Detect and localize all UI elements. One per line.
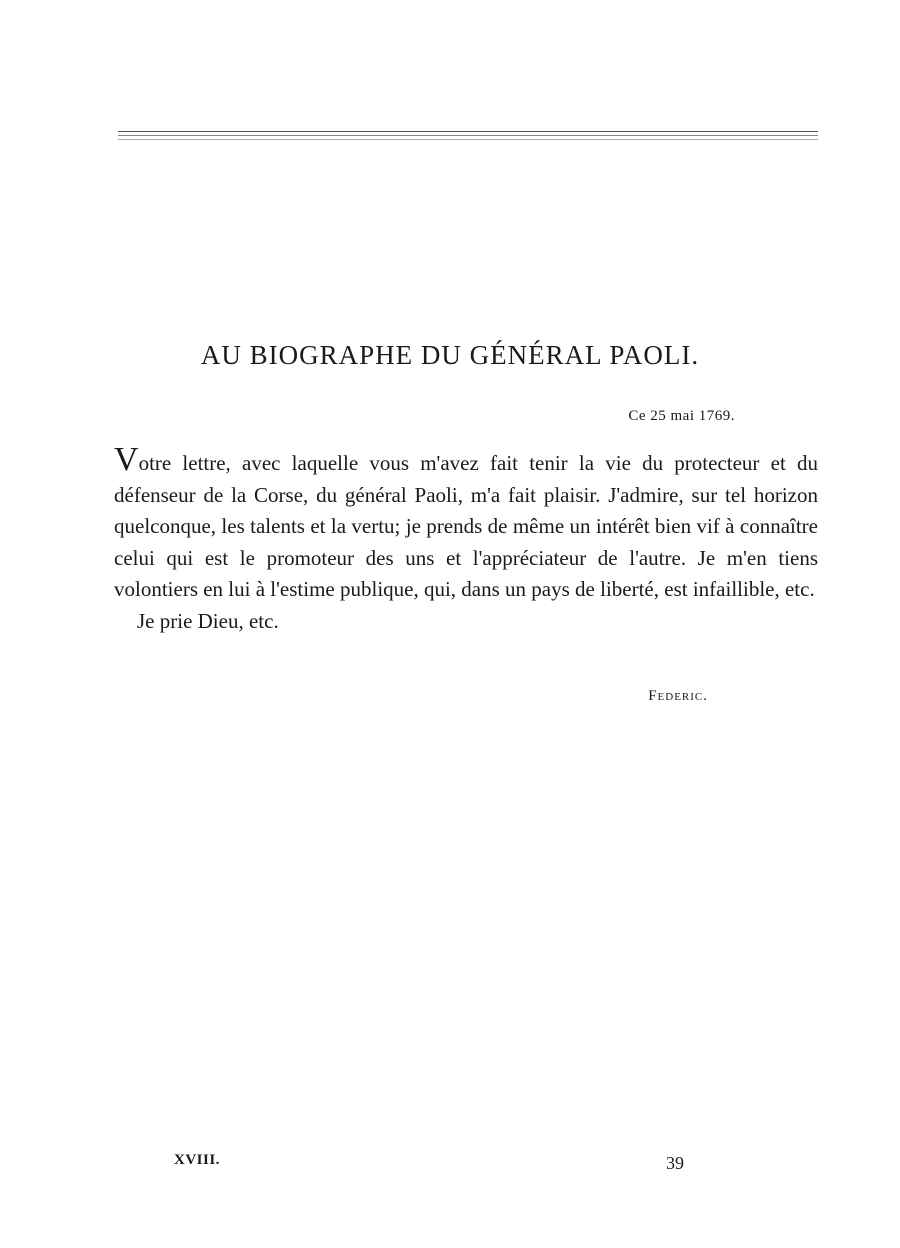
dateline: Ce 25 mai 1769. <box>628 408 735 424</box>
signature-mark: XVIII. <box>174 1152 220 1168</box>
paragraph-text: otre lettre, avec laquelle vous m'avez fait tenir la vie du protecteur et du défenseur de la Corse, du général Paoli, m'a fait plaisir. J'admire, sur tel horizon quelconque, les talents et la vertu; je prends de même un intérêt bien vif à connaître celui qui est le promoteur des uns et l'appréciateur de l'autre. Je m'en tiens volontiers en lui à l'estime publique, qui, dans un pays de liberté, est infaillible, etc. <box>114 451 818 601</box>
drop-cap: V <box>114 441 139 478</box>
letter-body <box>114 441 818 637</box>
letter-title: AU BIOGRAPHE DU GÉNÉRAL PAOLI. <box>200 340 700 370</box>
letter-paragraph <box>114 441 818 606</box>
signature: Federic. <box>648 688 708 704</box>
page-number: 39 <box>666 1153 684 1173</box>
header-rule <box>118 139 818 140</box>
header-rule <box>118 131 818 132</box>
header-rule <box>118 135 818 136</box>
closing-formula: Je prie Dieu, etc. <box>137 608 279 633</box>
